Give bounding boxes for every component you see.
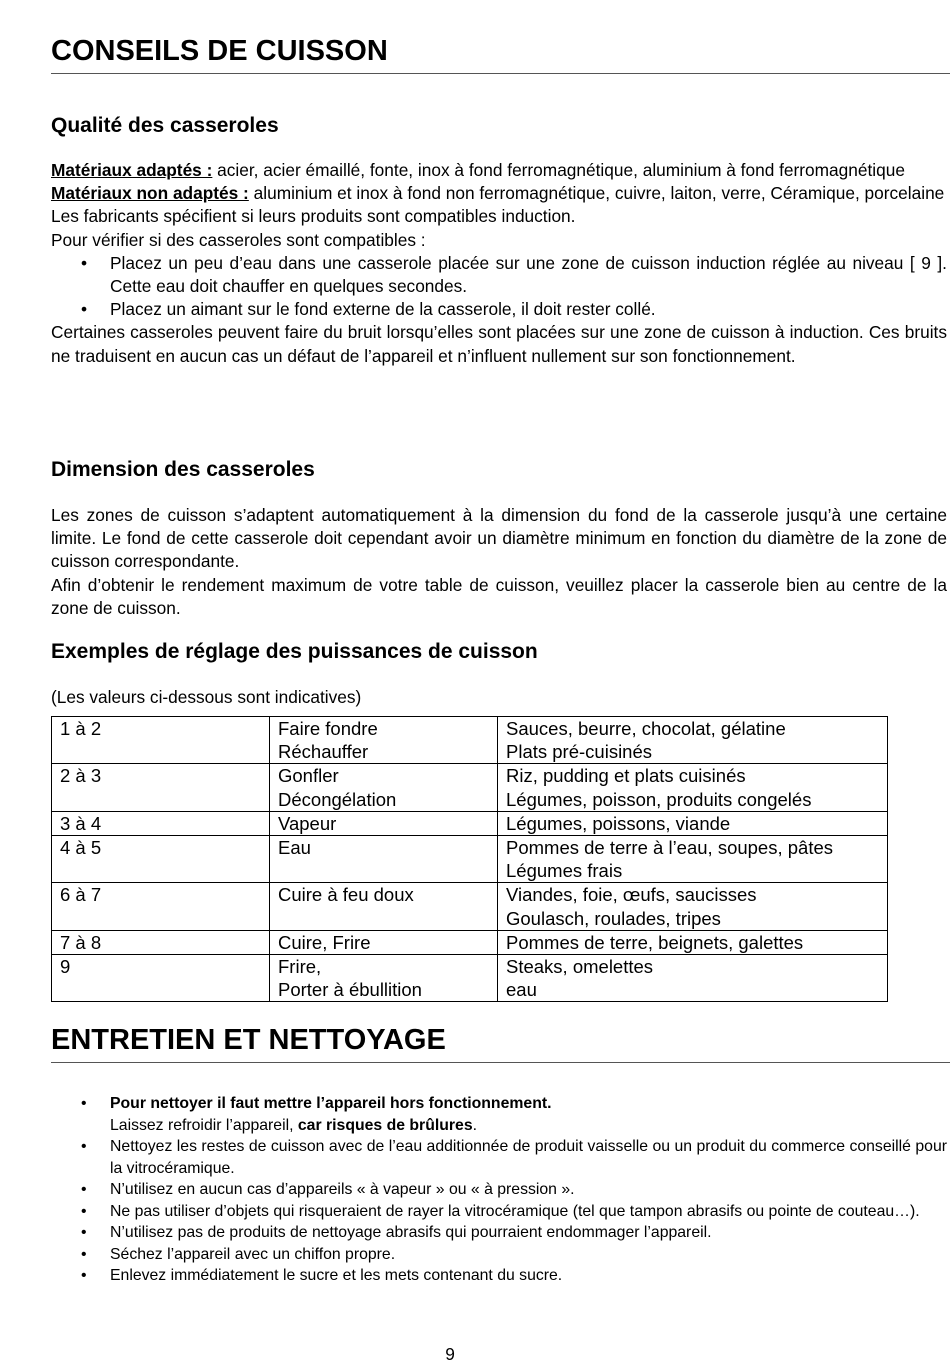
dimension-para-1: Les zones de cuisson s’adaptent automatiquement à la dimension du fond de la casserole jusqu’à une certaine limite. Le fond de cette casserole doit cependant avoir un diamètre minimum en fonction du diamètre de la zone de cuisson correspondante. <box>51 505 947 572</box>
cell-level: 1 à 2 <box>52 717 270 764</box>
cell-line: Steaks, omelettes <box>506 956 654 978</box>
check-list <box>51 252 947 322</box>
cell-line: Sauces, beurre, chocolat, gélatine <box>506 718 786 739</box>
cell-action <box>270 764 498 811</box>
examples-note: (Les valeurs ci-dessous sont indicatives) <box>51 687 362 707</box>
cell-action <box>270 836 498 883</box>
noise-text: Certaines casseroles peuvent faire du bruit lorsqu’elles sont placées sur une zone de cuisson à induction. Ces bruits ne traduisent en aucun cas un défaut de l’appareil et n’influent nullement sur son fonctionnement. <box>51 322 947 366</box>
maintenance-first-line2-suffix: . <box>472 1116 477 1134</box>
cell-line: Viandes, foie, œufs, saucisses <box>506 884 757 906</box>
not-adapted-materials <box>51 182 947 205</box>
section-title-maintenance: ENTRETIEN ET NETTOYAGE <box>51 1023 950 1063</box>
cell-line: Eau <box>278 837 311 859</box>
cell-food <box>498 811 888 835</box>
cell-line: Décongélation <box>278 788 397 810</box>
page-title: CONSEILS DE CUISSON <box>51 34 950 74</box>
maintenance-first-line2-prefix: Laissez refroidir l’appareil, <box>110 1116 298 1134</box>
cell-action <box>270 811 498 835</box>
list-item <box>51 1093 947 1136</box>
cell-level: 2 à 3 <box>52 764 270 811</box>
cell-line: Pommes de terre, beignets, galettes <box>506 931 804 953</box>
cell-line: Vapeur <box>278 812 337 834</box>
table-row <box>52 764 888 811</box>
maintenance-first-bold: Pour nettoyer il faut mettre l’appareil hors fonctionnement. <box>110 1095 552 1112</box>
cell-level: 9 <box>52 955 270 1002</box>
page-number: 9 <box>445 1344 455 1364</box>
cell-action <box>270 883 498 930</box>
heading-quality: Qualité des casseroles <box>51 114 279 137</box>
cell-action <box>270 955 498 1002</box>
list-item: • Placez un peu d’eau dans une casserole placée sur une zone de cuisson induction réglée au niveau [ 9 ]. Cette eau doit chauffer en quelques secondes. <box>51 252 947 298</box>
heading-dimension: Dimension des casseroles <box>51 458 315 481</box>
power-settings-table <box>51 716 888 1002</box>
cell-line: Légumes, poisson, produits congelés <box>506 788 812 810</box>
cell-level: 6 à 7 <box>52 883 270 930</box>
maintenance-list <box>51 1093 947 1287</box>
cell-line: Plats pré-cuisinés <box>506 741 653 763</box>
list-item: • Enlevez immédiatement le sucre et les mets contenant du sucre. <box>51 1265 947 1287</box>
quality-block <box>51 159 947 368</box>
table-row <box>52 930 888 954</box>
cell-line: Cuire, Frire <box>278 931 371 953</box>
list-item: • N’utilisez en aucun cas d’appareils « à vapeur » ou « à pression ». <box>51 1179 947 1201</box>
table-row <box>52 836 888 883</box>
cell-line: Pommes de terre à l’eau, soupes, pâtes <box>506 837 834 859</box>
list-item: • Nettoyez les restes de cuisson avec de l’eau additionnée de produit vaisselle ou un produit du commerce conseillé pour la vitrocéramique. <box>51 1136 947 1179</box>
cell-line: Faire fondre <box>278 718 378 739</box>
cell-line: Légumes, poissons, viande <box>506 812 731 834</box>
heading-examples: Exemples de réglage des puissances de cuisson <box>51 640 538 663</box>
cell-food <box>498 836 888 883</box>
cell-line: Porter à ébullition <box>278 979 422 1001</box>
table-row <box>52 811 888 835</box>
cell-food <box>498 883 888 930</box>
list-item: • N’utilisez pas de produits de nettoyage abrasifs qui pourraient endommager l’appareil. <box>51 1222 947 1244</box>
list-item: • Ne pas utiliser d’objets qui risqueraient de rayer la vitrocéramique (tel que tampon abrasifs ou pointe de couteau…). <box>51 1201 947 1223</box>
adapted-materials <box>51 159 947 182</box>
cell-food <box>498 764 888 811</box>
cell-level: 7 à 8 <box>52 930 270 954</box>
adapted-text: acier, acier émaillé, fonte, inox à fond ferromagnétique, aluminium à fond ferromagnétique <box>212 160 905 180</box>
cell-line: Goulasch, roulades, tripes <box>506 907 721 929</box>
cell-action <box>270 930 498 954</box>
manufacturers-text: Les fabricants spécifient si leurs produits sont compatibles induction. <box>51 206 576 227</box>
cell-line: Riz, pudding et plats cuisinés <box>506 765 746 787</box>
dimension-para-2: Afin d’obtenir le rendement maximum de votre table de cuisson, veuillez placer la casserole bien au centre de la zone de cuisson. <box>51 574 947 618</box>
table-row <box>52 883 888 930</box>
cell-line: Gonfler <box>278 765 339 787</box>
table-row <box>52 717 888 764</box>
cell-line: Légumes frais <box>506 860 623 882</box>
maintenance-first-line2-bold: car risques de brûlures <box>297 1116 473 1134</box>
cell-food <box>498 717 888 764</box>
cell-food <box>498 955 888 1002</box>
cell-line: eau <box>506 979 537 1001</box>
cell-line: Frire, <box>278 956 322 978</box>
cell-level: 3 à 4 <box>52 811 270 835</box>
cell-line: Cuire à feu doux <box>278 884 414 906</box>
not-adapted-label: Matériaux non adaptés : <box>51 183 249 204</box>
list-item: • Placez un aimant sur le fond externe de la casserole, il doit rester collé. <box>51 298 947 321</box>
table-row <box>52 955 888 1002</box>
cell-food <box>498 930 888 954</box>
dimension-block <box>51 504 947 620</box>
cell-level: 4 à 5 <box>52 836 270 883</box>
check-intro: Pour vérifier si des casseroles sont compatibles : <box>51 229 426 250</box>
cell-line: Réchauffer <box>278 741 369 763</box>
list-item: • Séchez l’appareil avec un chiffon propre. <box>51 1244 947 1266</box>
not-adapted-text: aluminium et inox à fond non ferromagnétique, cuivre, laiton, verre, Céramique, porcelaine <box>248 183 945 204</box>
cell-action <box>270 717 498 764</box>
adapted-label: Matériaux adaptés : <box>51 160 213 180</box>
